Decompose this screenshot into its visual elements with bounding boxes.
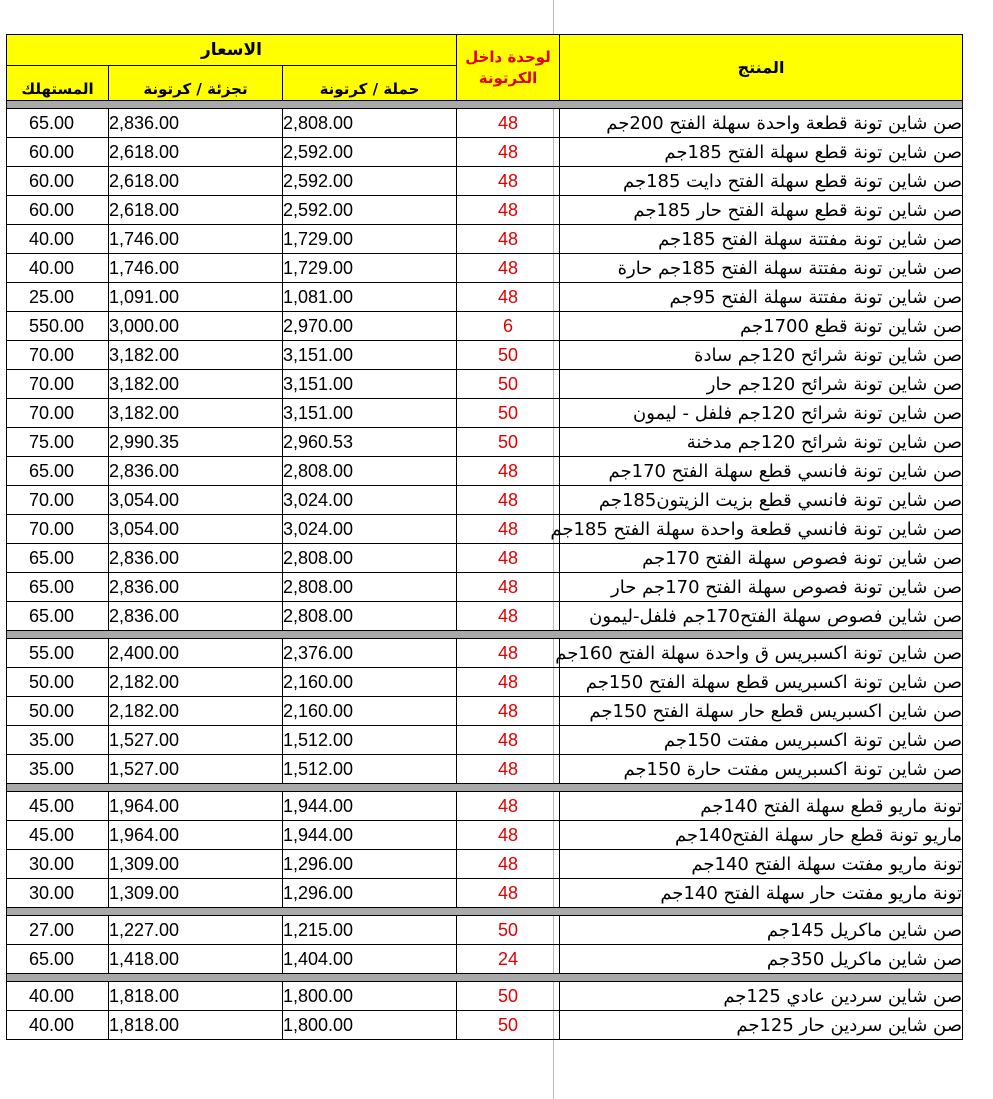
wholesale-price-cell: 1,512.00	[283, 755, 457, 784]
wholesale-price-cell: 2,376.00	[283, 639, 457, 668]
retail-price-cell: 2,618.00	[109, 167, 283, 196]
wholesale-price-cell: 3,151.00	[283, 370, 457, 399]
price-list-table	[6, 34, 963, 1040]
retail-price-cell: 1,227.00	[109, 916, 283, 945]
consumer-price-cell: 65.00	[7, 945, 109, 974]
units-per-carton-cell: 48	[457, 457, 560, 486]
table-row	[7, 668, 963, 697]
table-row	[7, 602, 963, 631]
product-name-cell: صن شاين تونة مفتتة سهلة الفتح 185جم حارة	[560, 254, 963, 283]
units-per-carton-cell: 48	[457, 109, 560, 138]
table-row	[7, 697, 963, 726]
consumer-price-cell: 35.00	[7, 726, 109, 755]
wholesale-price-cell: 2,592.00	[283, 167, 457, 196]
group-separator-bar	[7, 784, 963, 792]
retail-price-cell: 2,836.00	[109, 602, 283, 631]
retail-price-cell: 1,964.00	[109, 792, 283, 821]
product-name-cell: صن شاين تونة فصوص سهلة الفتح 170جم حار	[560, 573, 963, 602]
consumer-price-cell: 30.00	[7, 879, 109, 908]
units-per-carton-cell: 48	[457, 515, 560, 544]
retail-price-cell: 1,746.00	[109, 225, 283, 254]
units-per-carton-cell: 48	[457, 639, 560, 668]
consumer-price-cell: 60.00	[7, 167, 109, 196]
prices-group-header: الاسعار	[7, 35, 457, 66]
table-row	[7, 486, 963, 515]
product-name-cell: صن شاين تونة فصوص سهلة الفتح 170جم	[560, 544, 963, 573]
product-name-cell: صن شاين تونة مفتتة سهلة الفتح 185جم	[560, 225, 963, 254]
table-row	[7, 225, 963, 254]
consumer-price-cell: 70.00	[7, 515, 109, 544]
consumer-price-cell: 30.00	[7, 850, 109, 879]
table-row	[7, 792, 963, 821]
product-name-cell: صن شاين تونة اكسبريس قطع سهلة الفتح 150جم	[560, 668, 963, 697]
group-separator	[7, 908, 963, 916]
units-per-carton-cell: 6	[457, 312, 560, 341]
units-per-carton-cell: 48	[457, 726, 560, 755]
retail-price-cell: 1,527.00	[109, 726, 283, 755]
group-separator	[7, 974, 963, 982]
units-per-carton-cell: 48	[457, 850, 560, 879]
retail-price-cell: 2,618.00	[109, 196, 283, 225]
retail-price-cell: 1,818.00	[109, 982, 283, 1011]
table-row	[7, 428, 963, 457]
group-separator	[7, 631, 963, 639]
retail-price-cell: 3,054.00	[109, 486, 283, 515]
table-row	[7, 726, 963, 755]
units-per-carton-cell: 48	[457, 668, 560, 697]
units-per-carton-cell: 48	[457, 283, 560, 312]
consumer-price-cell: 60.00	[7, 196, 109, 225]
table-row	[7, 341, 963, 370]
wholesale-price-cell: 1,729.00	[283, 225, 457, 254]
units-per-carton-cell: 48	[457, 602, 560, 631]
retail-price-cell: 2,182.00	[109, 668, 283, 697]
table-row	[7, 821, 963, 850]
consumer-price-cell: 65.00	[7, 457, 109, 486]
wholesale-price-cell: 1,512.00	[283, 726, 457, 755]
units-per-carton-cell: 48	[457, 697, 560, 726]
wholesale-price-cell: 1,944.00	[283, 792, 457, 821]
wholesale-price-cell: 2,808.00	[283, 109, 457, 138]
units-per-carton-header: لوحدة داخل الكرتونة	[457, 35, 560, 101]
consumer-price-cell: 50.00	[7, 668, 109, 697]
product-name-cell: صن شاين تونة مفتتة سهلة الفتح 95جم	[560, 283, 963, 312]
table-row	[7, 916, 963, 945]
retail-price-cell: 3,182.00	[109, 370, 283, 399]
wholesale-price-cell: 1,296.00	[283, 850, 457, 879]
wholesale-price-cell: 3,151.00	[283, 341, 457, 370]
product-name-cell: صن شاين تونة قطعة واحدة سهلة الفتح 200جم	[560, 109, 963, 138]
consumer-price-cell: 25.00	[7, 283, 109, 312]
product-name-cell: صن شاين تونة قطع سهلة الفتح 185جم	[560, 138, 963, 167]
units-per-carton-cell: 48	[457, 821, 560, 850]
wholesale-price-cell: 1,729.00	[283, 254, 457, 283]
units-per-carton-cell: 50	[457, 428, 560, 457]
table-row	[7, 283, 963, 312]
retail-price-cell: 1,309.00	[109, 850, 283, 879]
units-per-carton-cell: 48	[457, 196, 560, 225]
product-name-cell: صن شاين تونة فانسي قطع بزيت الزيتون185جم	[560, 486, 963, 515]
table-row	[7, 457, 963, 486]
table-row	[7, 370, 963, 399]
retail-price-cell: 2,836.00	[109, 544, 283, 573]
product-name-cell: صن شاين تونة شرائح 120جم فلفل - ليمون	[560, 399, 963, 428]
wholesale-price-cell: 1,800.00	[283, 1011, 457, 1040]
table-row	[7, 982, 963, 1011]
product-name-cell: صن شاين تونة فانسي قطع سهلة الفتح 170جم	[560, 457, 963, 486]
group-separator-bar	[7, 908, 963, 916]
wholesale-price-cell: 2,960.53	[283, 428, 457, 457]
retail-price-cell: 3,054.00	[109, 515, 283, 544]
consumer-price-cell: 70.00	[7, 399, 109, 428]
units-per-carton-cell: 24	[457, 945, 560, 974]
retail-price-cell: 2,836.00	[109, 109, 283, 138]
retail-price-cell: 1,091.00	[109, 283, 283, 312]
retail-price-cell: 3,182.00	[109, 399, 283, 428]
product-name-cell: صن شاين تونة قطع سهلة الفتح دايت 185جم	[560, 167, 963, 196]
product-name-cell: صن شاين اكسبريس قطع حار سهلة الفتح 150جم	[560, 697, 963, 726]
wholesale-price-cell: 1,404.00	[283, 945, 457, 974]
consumer-price-cell: 45.00	[7, 821, 109, 850]
wholesale-price-cell: 3,024.00	[283, 515, 457, 544]
consumer-price-cell: 60.00	[7, 138, 109, 167]
consumer-price-cell: 40.00	[7, 982, 109, 1011]
table-row	[7, 138, 963, 167]
table-row	[7, 312, 963, 341]
product-name-cell: صن شاين تونة شرائح 120جم سادة	[560, 341, 963, 370]
product-header: المنتج	[560, 35, 963, 101]
retail-price-cell: 2,836.00	[109, 573, 283, 602]
table-row	[7, 639, 963, 668]
units-per-carton-cell: 50	[457, 341, 560, 370]
retail-price-cell: 1,418.00	[109, 945, 283, 974]
table-row	[7, 196, 963, 225]
units-per-carton-cell: 48	[457, 792, 560, 821]
product-name-cell: صن شاين فصوص سهلة الفتح170جم فلفل-ليمون	[560, 602, 963, 631]
wholesale-price-cell: 2,970.00	[283, 312, 457, 341]
consumer-price-cell: 70.00	[7, 370, 109, 399]
retail-price-cell: 1,309.00	[109, 879, 283, 908]
table-row	[7, 879, 963, 908]
wholesale-price-cell: 2,808.00	[283, 544, 457, 573]
wholesale-price-cell: 3,151.00	[283, 399, 457, 428]
retail-price-cell: 2,400.00	[109, 639, 283, 668]
table-row	[7, 755, 963, 784]
product-name-cell: صن شاين تونة قطع 1700جم	[560, 312, 963, 341]
table-row	[7, 515, 963, 544]
retail-price-cell: 2,990.35	[109, 428, 283, 457]
product-name-cell: صن شاين تونة قطع سهلة الفتح حار 185جم	[560, 196, 963, 225]
units-per-carton-cell: 48	[457, 879, 560, 908]
consumer-price-cell: 55.00	[7, 639, 109, 668]
product-name-cell: صن شاين تونة اكسبريس مفتت حارة 150جم	[560, 755, 963, 784]
table-row	[7, 945, 963, 974]
consumer-price-cell: 27.00	[7, 916, 109, 945]
units-per-carton-cell: 48	[457, 573, 560, 602]
group-separator	[7, 784, 963, 792]
wholesale-price-cell: 2,808.00	[283, 602, 457, 631]
units-per-carton-cell: 50	[457, 370, 560, 399]
wholesale-price-cell: 2,808.00	[283, 457, 457, 486]
consumer-price-cell: 65.00	[7, 109, 109, 138]
table-row	[7, 544, 963, 573]
consumer-price-cell: 70.00	[7, 341, 109, 370]
retail-price-cell: 2,618.00	[109, 138, 283, 167]
retail-price-header: تجزئة / كرتونة	[109, 66, 283, 101]
units-per-carton-cell: 48	[457, 254, 560, 283]
units-per-carton-cell: 48	[457, 167, 560, 196]
retail-price-cell: 1,527.00	[109, 755, 283, 784]
product-name-cell: تونة ماريو مفتت سهلة الفتح 140جم	[560, 850, 963, 879]
table-row	[7, 573, 963, 602]
units-per-carton-cell: 50	[457, 982, 560, 1011]
table-row	[7, 254, 963, 283]
wholesale-price-cell: 2,592.00	[283, 196, 457, 225]
wholesale-price-cell: 1,800.00	[283, 982, 457, 1011]
consumer-price-cell: 65.00	[7, 573, 109, 602]
consumer-price-cell: 65.00	[7, 544, 109, 573]
product-name-cell: ماريو تونة قطع حار سهلة الفتح140جم	[560, 821, 963, 850]
units-per-carton-cell: 50	[457, 1011, 560, 1040]
consumer-price-cell: 40.00	[7, 254, 109, 283]
wholesale-price-cell: 3,024.00	[283, 486, 457, 515]
consumer-price-cell: 50.00	[7, 697, 109, 726]
units-per-carton-cell: 48	[457, 486, 560, 515]
consumer-price-cell: 70.00	[7, 486, 109, 515]
table-row	[7, 1011, 963, 1040]
units-per-carton-cell: 48	[457, 138, 560, 167]
product-name-cell: صن شاين تونة اكسبريس مفتت 150جم	[560, 726, 963, 755]
group-separator-bar	[7, 631, 963, 639]
retail-price-cell: 3,182.00	[109, 341, 283, 370]
wholesale-price-cell: 1,944.00	[283, 821, 457, 850]
wholesale-price-header: حملة / كرتونة	[283, 66, 457, 101]
product-name-cell: صن شاين تونة اكسبريس ق واحدة سهلة الفتح 160جم	[560, 639, 963, 668]
product-name-cell: صن شاين سردين حار 125جم	[560, 1011, 963, 1040]
product-name-cell: صن شاين ماكريل 145جم	[560, 916, 963, 945]
wholesale-price-cell: 2,592.00	[283, 138, 457, 167]
product-name-cell: صن شاين سردين عادي 125جم	[560, 982, 963, 1011]
retail-price-cell: 2,182.00	[109, 697, 283, 726]
wholesale-price-cell: 2,808.00	[283, 573, 457, 602]
units-per-carton-cell: 48	[457, 225, 560, 254]
product-name-cell: صن شاين ماكريل 350جم	[560, 945, 963, 974]
retail-price-cell: 3,000.00	[109, 312, 283, 341]
table-row	[7, 850, 963, 879]
retail-price-cell: 2,836.00	[109, 457, 283, 486]
consumer-price-cell: 35.00	[7, 755, 109, 784]
product-name-cell: صن شاين تونة شرائح 120جم مدخنة	[560, 428, 963, 457]
consumer-price-cell: 550.00	[7, 312, 109, 341]
wholesale-price-cell: 1,296.00	[283, 879, 457, 908]
group-separator	[7, 101, 963, 109]
product-name-cell: تونة ماريو مفتت حار سهلة الفتح 140جم	[560, 879, 963, 908]
table-row	[7, 167, 963, 196]
wholesale-price-cell: 2,160.00	[283, 668, 457, 697]
consumer-price-cell: 65.00	[7, 602, 109, 631]
retail-price-cell: 1,746.00	[109, 254, 283, 283]
table-row	[7, 109, 963, 138]
units-per-carton-cell: 50	[457, 399, 560, 428]
consumer-price-cell: 45.00	[7, 792, 109, 821]
units-per-carton-cell: 48	[457, 544, 560, 573]
wholesale-price-cell: 2,160.00	[283, 697, 457, 726]
units-per-carton-cell: 48	[457, 755, 560, 784]
consumer-price-cell: 40.00	[7, 1011, 109, 1040]
group-separator-bar	[7, 974, 963, 982]
consumer-price-cell: 75.00	[7, 428, 109, 457]
consumer-price-cell: 40.00	[7, 225, 109, 254]
consumer-price-header: المستهلك	[7, 66, 109, 101]
table-row	[7, 399, 963, 428]
retail-price-cell: 1,818.00	[109, 1011, 283, 1040]
product-name-cell: صن شاين تونة شرائح 120جم حار	[560, 370, 963, 399]
price-list-body	[7, 101, 963, 1040]
wholesale-price-cell: 1,081.00	[283, 283, 457, 312]
product-name-cell: تونة ماريو قطع سهلة الفتح 140جم	[560, 792, 963, 821]
units-per-carton-cell: 50	[457, 916, 560, 945]
wholesale-price-cell: 1,215.00	[283, 916, 457, 945]
retail-price-cell: 1,964.00	[109, 821, 283, 850]
group-separator-bar	[7, 101, 963, 109]
product-name-cell: صن شاين تونة فانسي قطعة واحدة سهلة الفتح 185جم	[560, 515, 963, 544]
